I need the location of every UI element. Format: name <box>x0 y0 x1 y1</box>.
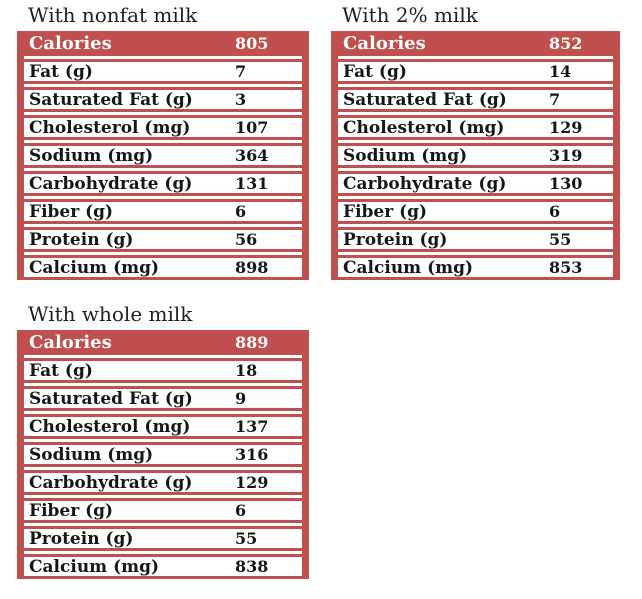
table-header-row <box>24 31 302 56</box>
row-value: 7 <box>235 62 247 81</box>
row-value: 838 <box>235 557 269 576</box>
table-row <box>338 171 613 196</box>
table-row <box>338 143 613 168</box>
table-row <box>24 526 302 551</box>
row-value: 18 <box>235 361 258 380</box>
table-row <box>24 358 302 383</box>
table-header-row <box>24 330 302 355</box>
row-label: Saturated Fat (g) <box>29 89 193 110</box>
row-label: Cholesterol (mg) <box>29 416 191 437</box>
row-value: 3 <box>235 90 247 109</box>
row-value: 898 <box>235 258 269 277</box>
table-row <box>24 199 302 224</box>
row-value: 805 <box>235 34 269 53</box>
row-label: Carbohydrate (g) <box>29 472 193 493</box>
row-value: 319 <box>549 146 583 165</box>
row-value: 130 <box>549 174 583 193</box>
row-value: 6 <box>549 202 561 221</box>
table-row <box>338 199 613 224</box>
row-value: 56 <box>235 230 258 249</box>
row-label: Sodium (mg) <box>29 444 154 465</box>
table-row <box>24 255 302 280</box>
panel-nonfat-milk <box>17 4 309 280</box>
row-label: Fat (g) <box>29 61 93 82</box>
row-label: Calories <box>29 332 112 353</box>
table-title-whole: With whole milk <box>28 302 193 326</box>
row-label: Carbohydrate (g) <box>343 173 507 194</box>
row-label: Calories <box>29 33 112 54</box>
panel-whole-milk <box>17 303 309 579</box>
row-value: 6 <box>235 501 247 520</box>
row-label: Sodium (mg) <box>29 145 154 166</box>
table-row <box>338 87 613 112</box>
row-value: 14 <box>549 62 572 81</box>
row-label: Cholesterol (mg) <box>343 117 505 138</box>
table-row <box>24 115 302 140</box>
table-row <box>24 554 302 579</box>
row-label: Carbohydrate (g) <box>29 173 193 194</box>
row-value: 316 <box>235 445 269 464</box>
row-value: 6 <box>235 202 247 221</box>
table-row <box>24 59 302 84</box>
table-row <box>338 115 613 140</box>
table-row <box>24 470 302 495</box>
row-value: 55 <box>549 230 572 249</box>
row-label: Sodium (mg) <box>343 145 468 166</box>
nutrition-table-nonfat <box>17 31 309 280</box>
table-row <box>24 414 302 439</box>
table-title-nonfat: With nonfat milk <box>28 3 198 27</box>
row-label: Protein (g) <box>29 229 134 250</box>
row-value: 129 <box>549 118 583 137</box>
table-row <box>24 498 302 523</box>
row-value: 9 <box>235 389 247 408</box>
row-label: Cholesterol (mg) <box>29 117 191 138</box>
row-label: Calcium (mg) <box>343 257 474 278</box>
table-row <box>24 143 302 168</box>
table-row <box>24 227 302 252</box>
table-row <box>338 59 613 84</box>
row-value: 131 <box>235 174 269 193</box>
row-label: Protein (g) <box>29 528 134 549</box>
row-value: 7 <box>549 90 561 109</box>
row-label: Fiber (g) <box>29 201 114 222</box>
row-value: 853 <box>549 258 583 277</box>
row-label: Fiber (g) <box>343 201 428 222</box>
table-row <box>338 227 613 252</box>
row-value: 129 <box>235 473 269 492</box>
table-header-row <box>338 31 613 56</box>
row-label: Calories <box>343 33 426 54</box>
row-value: 55 <box>235 529 258 548</box>
table-row <box>24 171 302 196</box>
table-row <box>24 442 302 467</box>
row-label: Fat (g) <box>29 360 93 381</box>
nutrition-table-2percent <box>331 31 620 280</box>
row-label: Calcium (mg) <box>29 556 160 577</box>
table-row <box>24 87 302 112</box>
table-row <box>24 386 302 411</box>
row-label: Saturated Fat (g) <box>343 89 507 110</box>
row-value: 364 <box>235 146 269 165</box>
row-label: Fiber (g) <box>29 500 114 521</box>
row-value: 137 <box>235 417 269 436</box>
row-value: 852 <box>549 34 583 53</box>
row-label: Fat (g) <box>343 61 407 82</box>
row-value: 889 <box>235 333 269 352</box>
row-label: Protein (g) <box>343 229 448 250</box>
row-value: 107 <box>235 118 269 137</box>
row-label: Calcium (mg) <box>29 257 160 278</box>
table-title-2percent: With 2% milk <box>342 3 478 27</box>
panel-2percent-milk <box>331 4 620 280</box>
nutrition-table-whole <box>17 330 309 579</box>
table-row <box>338 255 613 280</box>
row-label: Saturated Fat (g) <box>29 388 193 409</box>
